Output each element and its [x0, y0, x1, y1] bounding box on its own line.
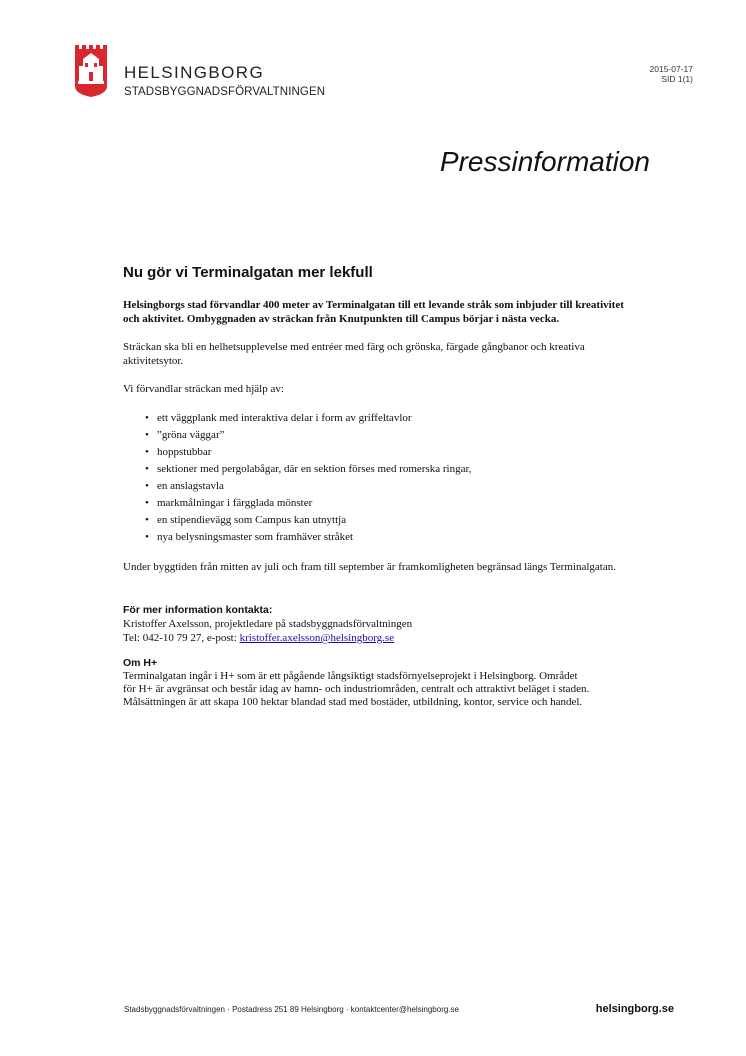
article-paragraph-2: Vi förvandlar sträckan med hjälp av:: [123, 383, 284, 395]
list-item: • ”gröna väggar”: [149, 427, 633, 444]
contact-details: [123, 631, 633, 645]
document-type-title: Pressinformation: [439, 146, 650, 177]
contact-tel: Tel: 042-10 79 27, e-post:: [123, 632, 240, 644]
list-item: • sektioner med pergolabågar, där en sektion förses med romerska ringar,: [149, 461, 633, 478]
page-number: SID 1(1): [661, 74, 693, 84]
helsingborg-logo: [74, 44, 108, 98]
about-heading: Om H+: [123, 657, 158, 669]
list-item: • markmålningar i färgglada mönster: [149, 495, 633, 512]
list-item: • en anslagstavla: [149, 478, 633, 495]
about-text: Terminalgatan ingår i H+ som är ett pågående långsiktigt stadsförnyelseprojekt i Helsingborg. Området för H+ är avgränsat och består idag av hamn- och industriområden, centralt och attraktivt beläget i staden. Målsättningen är att skapa 100 hektar blandad stad med bostäder, utbildning, kontor, service och handel.: [123, 670, 590, 708]
contact-person: Kristoffer Axelsson, projektledare på stadsbyggnadsförvaltningen: [123, 618, 413, 630]
list-item: • en stipendievägg som Campus kan utnyttja: [149, 512, 633, 529]
brand-name: HELSINGBORG: [124, 63, 265, 82]
bullet-list: [123, 410, 633, 546]
article-lead: Helsingborgs stad förvandlar 400 meter av Terminalgatan till ett levande stråk som inbjuder till kreativitet och aktivitet. Ombyggnaden av sträckan från Knutpunkten till Campus börjar i nästa vecka.: [123, 299, 624, 325]
document-date: 2015-07-17: [649, 64, 693, 74]
list-item: • nya belysningsmaster som framhäver stråket: [149, 529, 633, 546]
list-item: • ett väggplank med interaktiva delar i form av griffeltavlor: [149, 410, 633, 427]
footer-address: Stadsbyggnadsförvaltningen · Postadress 251 89 Helsingborg · kontaktcenter@helsingborg.se: [124, 1005, 459, 1014]
list-item: • hoppstubbar: [149, 444, 633, 461]
document-meta: [650, 64, 693, 84]
article-body: [123, 264, 633, 709]
article-paragraph-3: Under byggtiden från mitten av juli och fram till september är framkomligheten begränsad längs Terminalgatan.: [123, 561, 616, 573]
department-name: STADSBYGGNADSFÖRVALTNINGEN: [124, 86, 326, 98]
article-paragraph-1: Sträckan ska bli en helhetsupplevelse med entréer med färg och grönska, färgade gångbanor och kreativa aktivitetsytor.: [123, 341, 585, 367]
footer-website: helsingborg.se: [595, 1003, 674, 1015]
contact-email-link[interactable]: kristoffer.axelsson@helsingborg.se: [239, 632, 395, 644]
contact-heading: För mer information kontakta:: [123, 604, 273, 616]
article-headline: Nu gör vi Terminalgatan mer lekfull: [123, 264, 373, 281]
